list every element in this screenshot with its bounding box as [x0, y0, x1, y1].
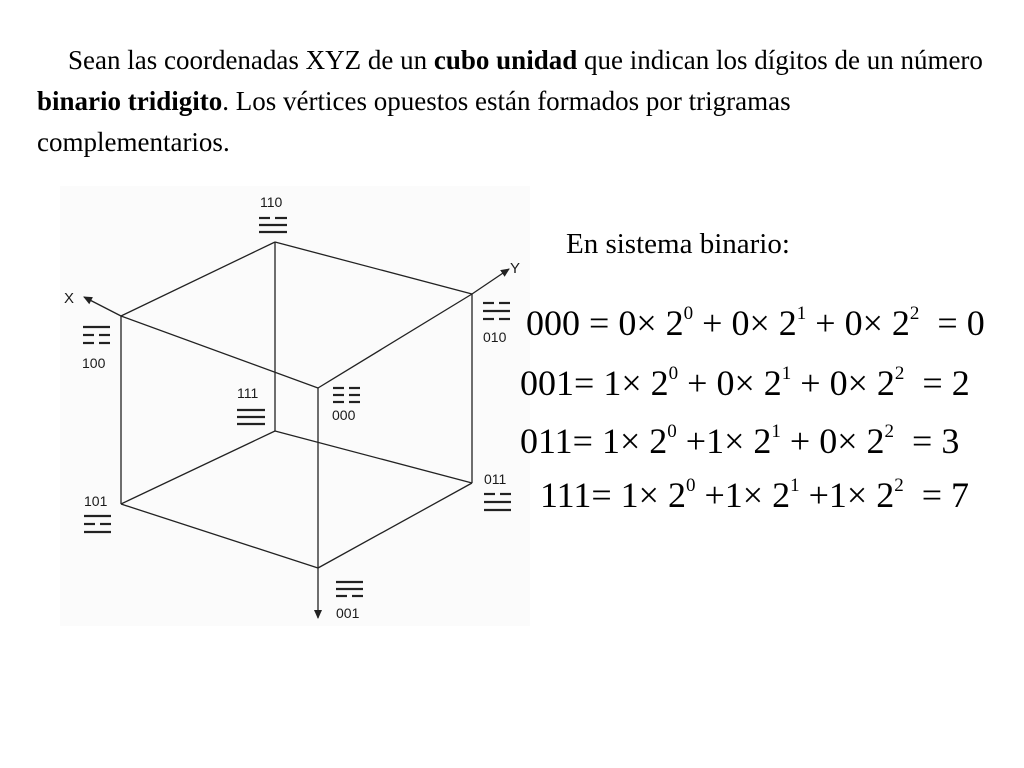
cube-diagram: [60, 186, 530, 626]
equation-row: $011= 1\times 2^0 +1\times 2^1 + 0\times 2^2 = 3$: [520, 421, 960, 461]
vertex-label-011: 011: [484, 471, 507, 487]
cube-edge: [121, 504, 318, 568]
equation-row: $001= 1\times 2^0 + 0\times 2^1 + 0\times 2^2 = 2$: [520, 363, 970, 403]
cube-edge: [318, 294, 472, 388]
cube-edge: [318, 483, 472, 568]
cube-svg: [60, 186, 530, 626]
equation-code: 001: [520, 363, 574, 403]
vertex-label-111: 111: [237, 385, 259, 401]
vertex-label-100: 100: [82, 355, 106, 371]
equation-result: 7: [951, 475, 970, 515]
equation-code: 011: [520, 421, 573, 461]
trigram-000-icon: [333, 388, 360, 402]
equation-row: $000 = 0\times 2^0 + 0\times 2^1 + 0\times 2^2 = 0$: [526, 303, 985, 343]
intro-bold-cubo: cubo unidad: [433, 45, 578, 75]
axis-y-label: Y: [510, 260, 521, 277]
intro-paragraph: [37, 40, 987, 163]
equation-code: 111: [540, 475, 592, 515]
equation-result: 3: [941, 421, 960, 461]
x-axis-arrow: [84, 297, 121, 316]
vertex-label-010: 010: [483, 329, 507, 345]
trigram-101-icon: [84, 516, 111, 532]
cube-edge: [275, 242, 472, 294]
y-axis-arrow: [472, 269, 509, 294]
intro-text-2: que indican los dígitos de un número: [577, 45, 983, 75]
cube-edge: [121, 242, 275, 316]
trigram-110-icon: [259, 218, 287, 232]
trigram-111-icon: [237, 410, 265, 424]
equation-result: 2: [951, 363, 970, 403]
trigram-001-icon: [336, 582, 363, 596]
axis-x-label: X: [64, 290, 75, 307]
equation-result: 0: [966, 303, 985, 343]
vertex-label-001: 001: [336, 605, 360, 621]
equation-row: $111= 1\times 2^0 +1\times 2^1 +1\times 2^2 = 7$: [540, 475, 970, 515]
trigram-100-icon: [83, 327, 110, 343]
cube-edge: [121, 316, 318, 388]
equation-code: 000: [526, 303, 580, 343]
intro-bold-binario: binario tridigito: [37, 86, 223, 116]
cube-edge: [275, 431, 472, 483]
cube-edges: [121, 242, 472, 568]
intro-text-1: Sean las coordenadas XYZ de un: [68, 45, 434, 75]
vertex-label-110: 110: [260, 194, 283, 210]
intro-text-3: . Los vértices opuestos están formados por trigramas complementarios.: [37, 86, 791, 157]
vertex-label-101: 101: [84, 493, 108, 509]
vertex-label-000: 000: [332, 407, 356, 423]
cube-edge: [121, 431, 275, 504]
trigram-011-icon: [484, 494, 511, 510]
binary-title: En sistema binario:: [566, 228, 790, 260]
trigram-010-icon: [483, 303, 510, 319]
